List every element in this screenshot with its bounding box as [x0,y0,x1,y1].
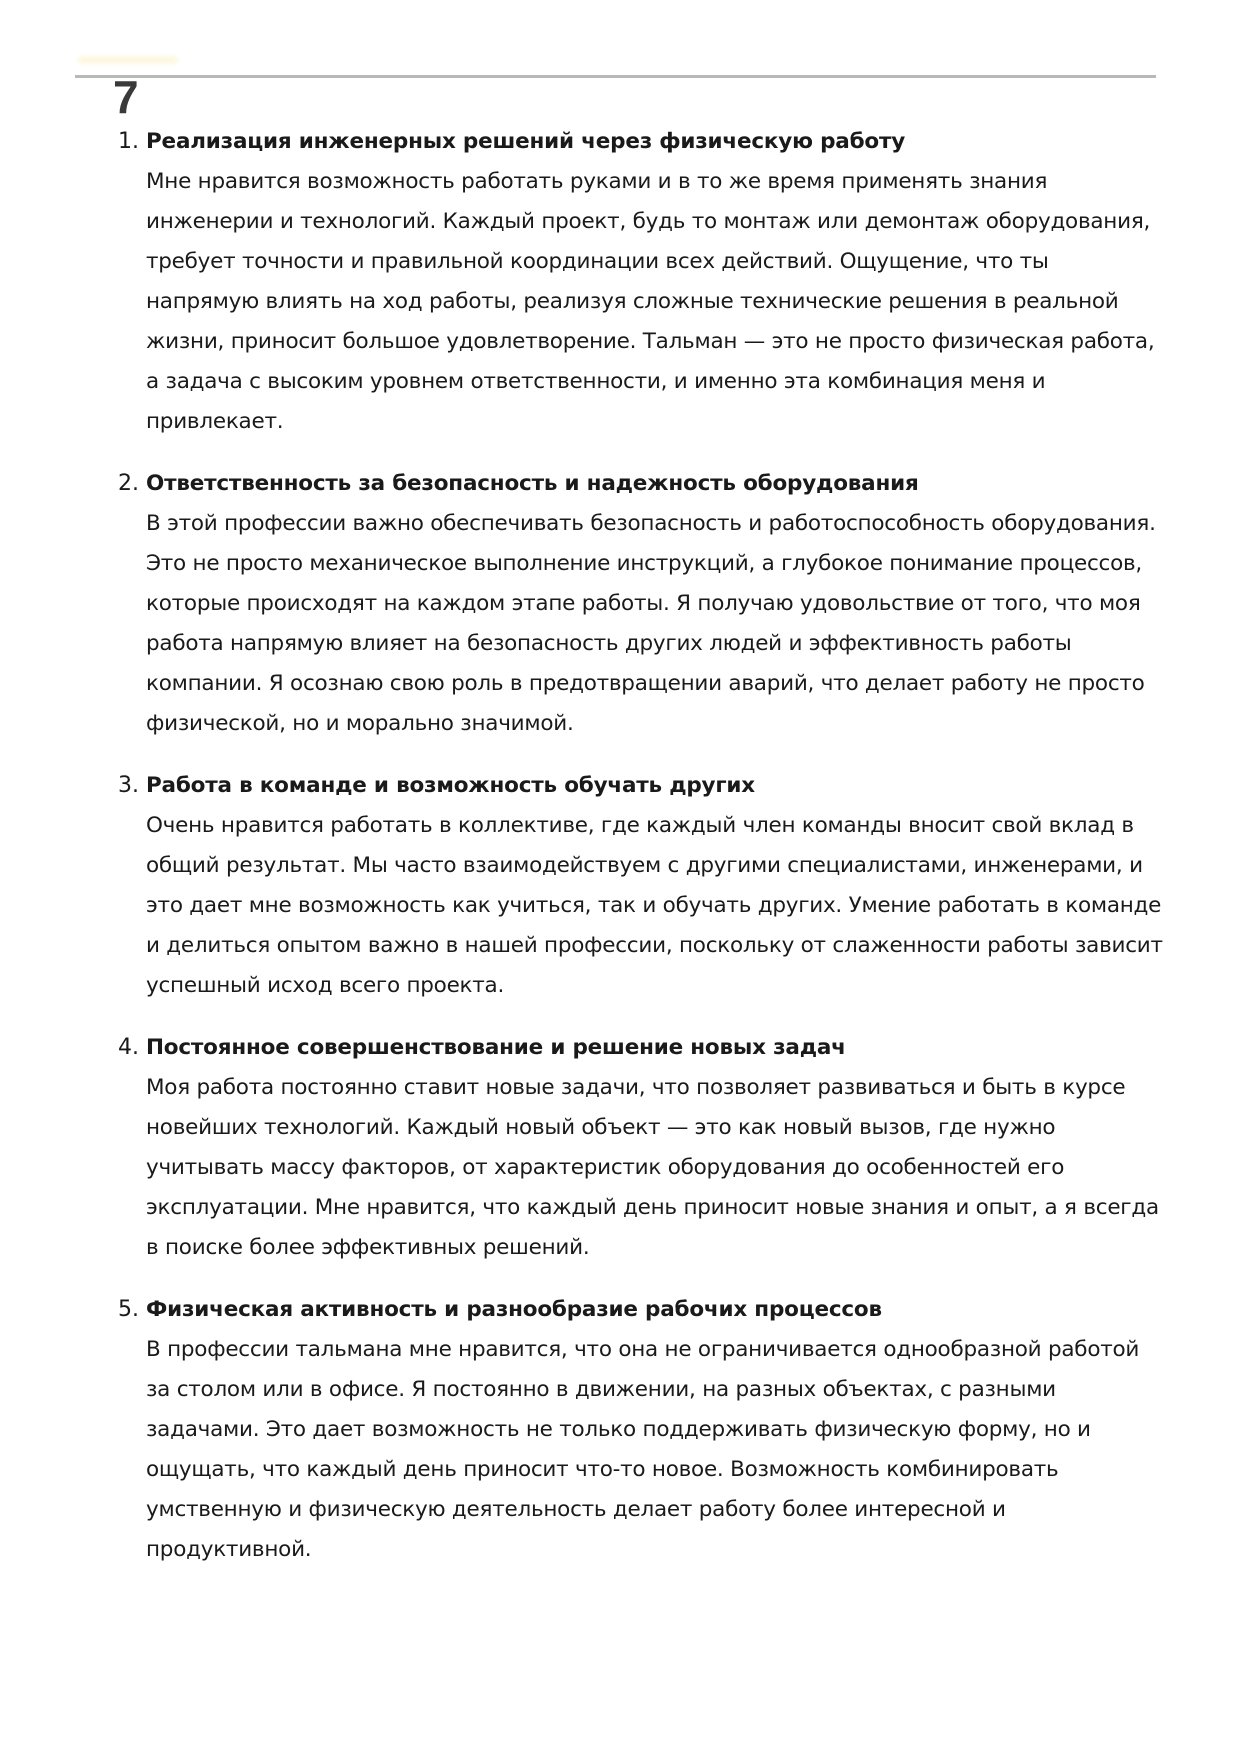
item-number: 3. [118,773,139,798]
list-item [118,1290,1168,1570]
list-item [118,464,1168,744]
item-body: Моя работа постоянно ставит новые задачи, что позволяет развиваться и быть в курсе новейших технологий. Каждый новый объект — это как новый вызов, где нужно учитывать массу факторов, от характеристик оборудования до особенностей его эксплуатации. Мне нравится, что каждый день приносит новые знания и опыт, а я всегда в поиске более эффективных решений. [146,1075,1159,1260]
item-body: Очень нравится работать в коллективе, где каждый член команды вносит свой вклад в общий результат. Мы часто взаимодействуем с другими специалистами, инженерами, и это дает мне возможность как учиться, так и обучать других. Умение работать в команде и делиться опытом важно в нашей профессии, поскольку от слаженности работы зависит успешный исход всего проекта. [146,813,1163,998]
item-number: 5. [118,1297,139,1322]
item-body: В этой профессии важно обеспечивать безопасность и работоспособность оборудования. Это не просто механическое выполнение инструкций, а глубокое понимание процессов, которые происходят на каждом этапе работы. Я получаю удовольствие от того, что моя работа напрямую влияет на безопасность других людей и эффективность работы компании. Я осознаю свою роль в предотвращении аварий, что делает работу не просто физической, но и морально значимой. [146,511,1156,736]
highlight-mark [78,56,178,64]
item-title: Ответственность за безопасность и надежность оборудования [146,471,919,496]
page-number: 7 [113,71,139,123]
reasons-list [118,122,1168,1592]
item-title: Реализация инженерных решений через физическую работу [146,129,906,154]
item-title: Работа в команде и возможность обучать других [146,773,755,798]
list-item [118,766,1168,1006]
list-item [118,1028,1168,1268]
item-body: В профессии тальмана мне нравится, что она не ограничивается однообразной работой за столом или в офисе. Я постоянно в движении, на разных объектах, с разными задачами. Это дает возможность не только поддерживать физическую форму, но и ощущать, что каждый день приносит что-то новое. Возможность комбинировать умственную и физическую деятельность делает работу более интересной и продуктивной. [146,1337,1140,1562]
header-rule [75,75,1156,78]
item-number: 4. [118,1035,139,1060]
item-title: Постоянное совершенствование и решение новых задач [146,1035,846,1060]
item-number: 2. [118,471,139,496]
item-title: Физическая активность и разнообразие рабочих процессов [146,1297,882,1322]
item-body: Мне нравится возможность работать руками и в то же время применять знания инженерии и технологий. Каждый проект, будь то монтаж или демонтаж оборудования, требует точности и правильной координации всех действий. Ощущение, что ты напрямую влиять на ход работы, реализуя сложные технические решения в реальной жизни, приносит большое удовлетворение. Тальман — это не просто физическая работа, а задача с высоким уровнем ответственности, и именно эта комбинация меня и привлекает. [146,169,1155,434]
list-item [118,122,1168,442]
item-number: 1. [118,129,139,154]
